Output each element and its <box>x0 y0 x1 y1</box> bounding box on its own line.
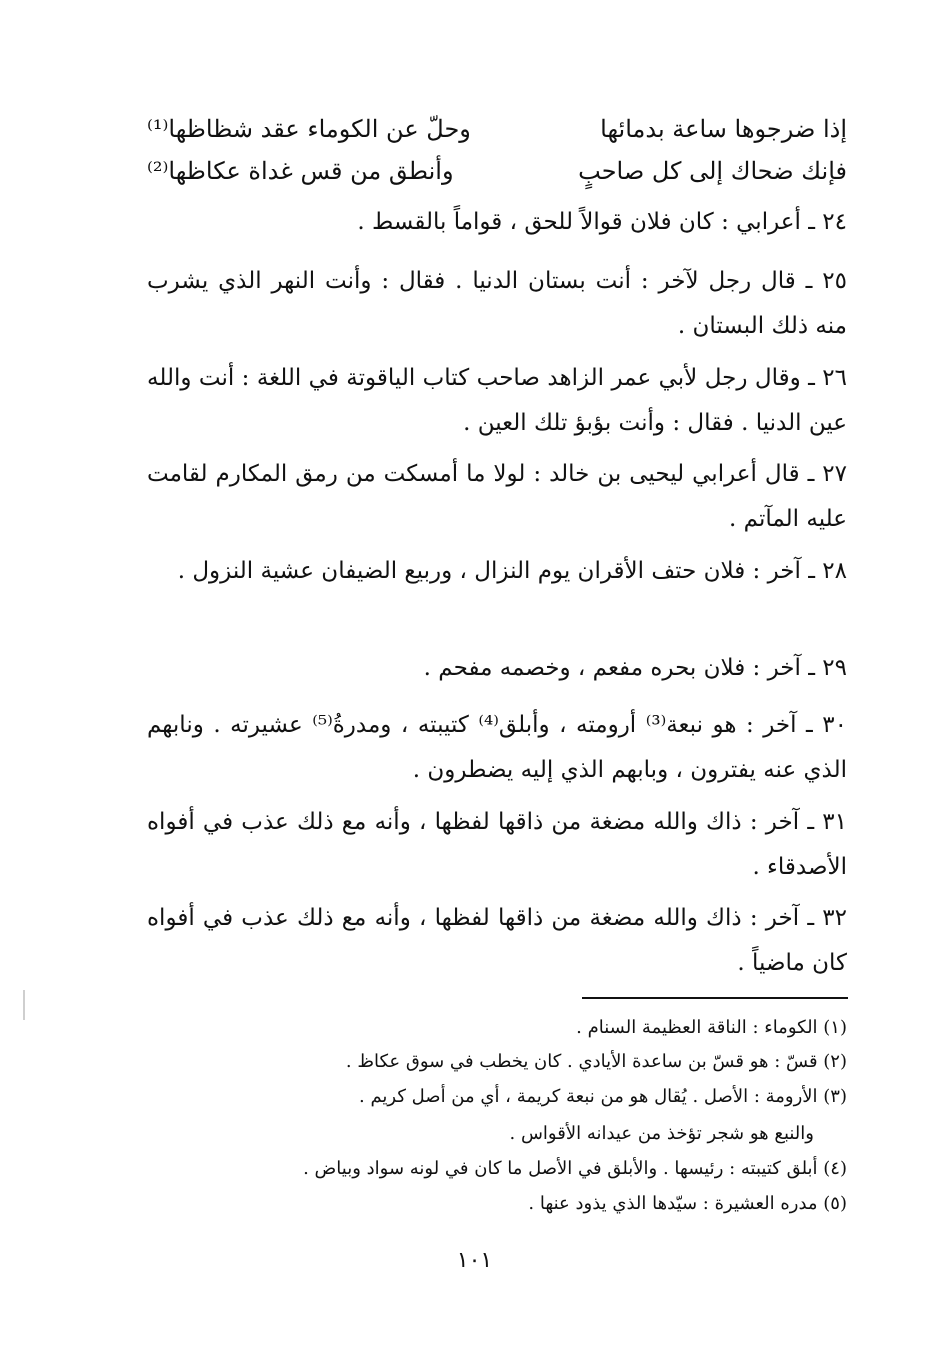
entry-number: ٢٩ ـ <box>808 655 847 681</box>
poem-verse-2 <box>147 151 847 191</box>
verse-second-hemistich: وحلّ عن الكوماء عقد شظاظها⁽¹⁾ <box>147 115 471 143</box>
entry-number: ٣٠ ـ <box>806 712 847 738</box>
footnote-1: (١) الكوماء : الناقة العظيمة السنام . <box>576 1017 847 1038</box>
entry-text: أعرابي : كان فلان قوالاً للحق ، قواماً بالقسط . <box>357 209 801 235</box>
entry-24 <box>147 200 847 245</box>
page-number: ١٠١ <box>456 1248 493 1273</box>
verse-second-hemistich: وأنطق من قس غداة عكاظها⁽²⁾ <box>147 157 454 185</box>
poem-verse-1 <box>147 109 847 149</box>
verse-first-hemistich: فإنك ضحاك إلى كل صاحبٍ <box>578 157 847 185</box>
verse-first-hemistich: إذا ضرجوها ساعة بدمائها <box>600 115 847 143</box>
footnote-2: (٢) قسّ : هو قسّ بن ساعدة الأيادي . كان يخطب في سوق عكاظ . <box>345 1051 847 1072</box>
entry-number: ٣١ ـ <box>807 809 847 835</box>
entry-text: آخر : ذاك والله مضغة من ذاقها لفظها ، وأنه مع ذلك عذب في أفواه كان ماضياً . <box>147 905 847 976</box>
entry-31 <box>147 800 847 890</box>
footnote-3: (٣) الأرومة : الأصل . يُقال هو من نبعة كريمة ، أي من أصل كريم . <box>359 1086 847 1107</box>
entry-32 <box>147 896 847 986</box>
entry-number: ٢٧ ـ <box>807 461 847 487</box>
entry-25 <box>147 259 847 349</box>
entry-text: وقال رجل لأبي عمر الزاهد صاحب كتاب الياقوتة في اللغة : أنت والله عين الدنيا . فقال : وأنت بؤبؤ تلك العين . <box>147 365 847 436</box>
footnote-separator <box>582 997 848 999</box>
footnote-5: (٥) مدره العشيرة : سيّدها الذي يذود عنها . <box>528 1193 847 1214</box>
entry-text: آخر : ذاك والله مضغة من ذاقها لفظها ، وأنه مع ذلك عذب في أفواه الأصدقاء . <box>147 809 847 880</box>
entry-text: آخر : فلان حتف الأقران يوم النزال ، وربيع الضيفان عشية النزول . <box>177 558 801 584</box>
entry-number: ٢٦ ـ <box>808 365 847 391</box>
entry-text: قال أعرابي ليحيى بن خالد : لولا ما أمسكت من رمق المكارم لقامت عليه المآتم . <box>147 461 847 532</box>
entry-number: ٢٨ ـ <box>808 558 847 584</box>
footnote-3-continuation: والنبع هو شجر تؤخذ من عيدانه الأقواس . <box>509 1123 814 1144</box>
entry-number: ٢٤ ـ <box>808 209 847 235</box>
entry-27 <box>147 452 847 542</box>
entry-text: آخر : هو نبعة⁽³⁾ أرومته ، وأبلق⁽⁴⁾ كتيبته ، ومدرةُ⁽⁵⁾ عشيرته . ونابهم الذي عنه يفترون ، وبابهم الذي إليه يضطرون . <box>147 712 847 783</box>
entry-28 <box>147 549 847 594</box>
scan-edge-mark <box>23 990 25 1020</box>
entry-text: آخر : فلان بحره مفعم ، وخصمه مفحم . <box>423 655 801 681</box>
entry-30 <box>147 703 847 793</box>
footnote-4: (٤) أبلق كتيبته : رئيسها . والأبلق في الأصل ما كان في لونه سواد وبياض . <box>303 1158 847 1179</box>
entry-29 <box>147 646 847 691</box>
entry-number: ٣٢ ـ <box>807 905 847 931</box>
entry-number: ٢٥ ـ <box>805 268 847 294</box>
entry-text: قال رجل لآخر : أنت بستان الدنيا . فقال : وأنت النهر الذي يشرب منه ذلك البستان . <box>147 268 847 339</box>
entry-26 <box>147 356 847 446</box>
